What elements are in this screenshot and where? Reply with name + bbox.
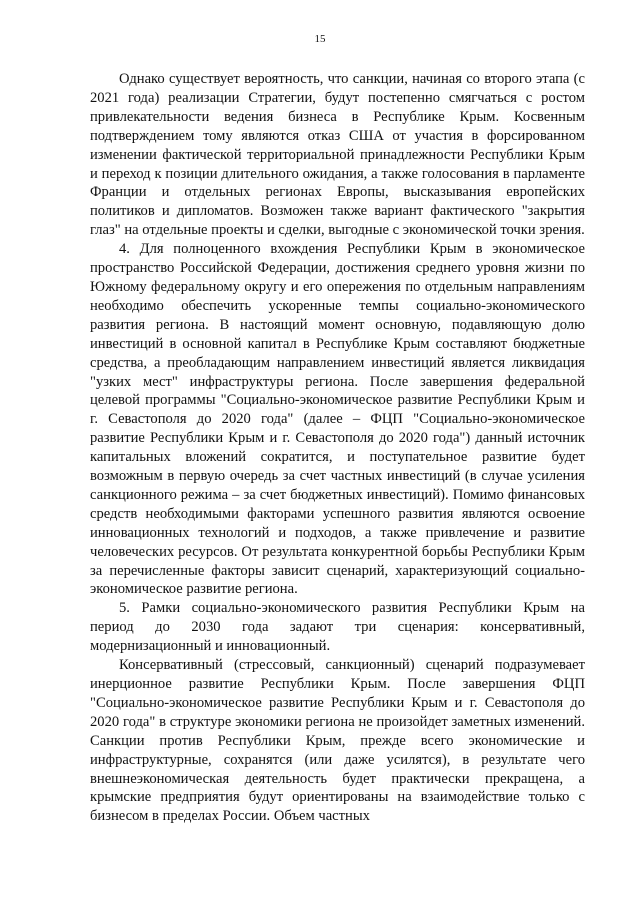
page-number: 15 [314,33,326,45]
document-body [90,70,585,826]
paragraph-sanctions-easing: Однако существует вероятность, что санкции, начиная со второго этапа (с 2021 года) реализации Стратегии, будут постепенно смягчаться с ростом привлекательности ведения бизнеса в Республике Крым. Косвенным подтверждением тому являются отказ США от участия в форсированном изменении фактической территориальной принадлежности Республики Крым и переход к позиции длительного ожидания, а также голосования в парламенте Франции и отдельных регионах Европы, высказывания европейских политиков и дипломатов. Возможен также вариант фактического "закрытия глаз" на отдельные проекты и сделки, выгодные с экономической точки зрения. [90,71,585,239]
paragraph-item-4: 4. Для полноценного вхождения Республики Крым в экономическое пространство Российской Федерации, достижения среднего уровня жизни по Южному федеральному округу и его опережения по отдельным направлениям необходимо обеспечить ускоренные темпы социально-экономического развития региона. В настоящий момент основную, подавляющую долю инвестиций в основной капитал в Республике Крым составляют бюджетные средства, а преобладающим направлением инвестиций является ликвидация "узких мест" инфраструктуры региона. После завершения федеральной целевой программы "Социально-экономическое развитие Республики Крым и г. Севастополя до 2020 года" (далее – ФЦП "Социально-экономическое развитие Республики Крым и г. Севастополя до 2020 года") данный источник капитальных вложений сократится, и поступательное развитие будет возможным в первую очередь за счет частных инвестиций (в случае усиления санкционного режима – за счет бюджетных инвестиций). Помимо финансовых средств необходимыми факторами успешного развития являются освоение инновационных технологий и подходов, а также привлечение и развитие человеческих ресурсов. От результата конкурентной борьбы Республики Крым за перечисленные факторы зависит сценарий, характеризующий социально-экономическое развитие региона. [90,241,585,598]
paragraph-item-5: 5. Рамки социально-экономического развития Республики Крым на период до 2030 года задают три сценария: консервативный, модернизационный и инновационный. [90,600,585,655]
paragraph-conservative-scenario: Консервативный (стрессовый, санкционный) сценарий подразумевает инерционное развитие Республики Крым. После завершения ФЦП "Социально-экономическое развитие Республики Крым и г. Севастополя до 2020 года" в структуре экономики региона не произойдет заметных изменений. Санкции против Республики Крым, прежде всего экономические и инфраструктурные, сохранятся (или даже усилятся), в результате чего внешнеэкономическая деятельность будет практически прекращена, а крымские предприятия будут ориентированы на взаимодействие только с бизнесом в пределах России. Объем частных [90,657,585,825]
